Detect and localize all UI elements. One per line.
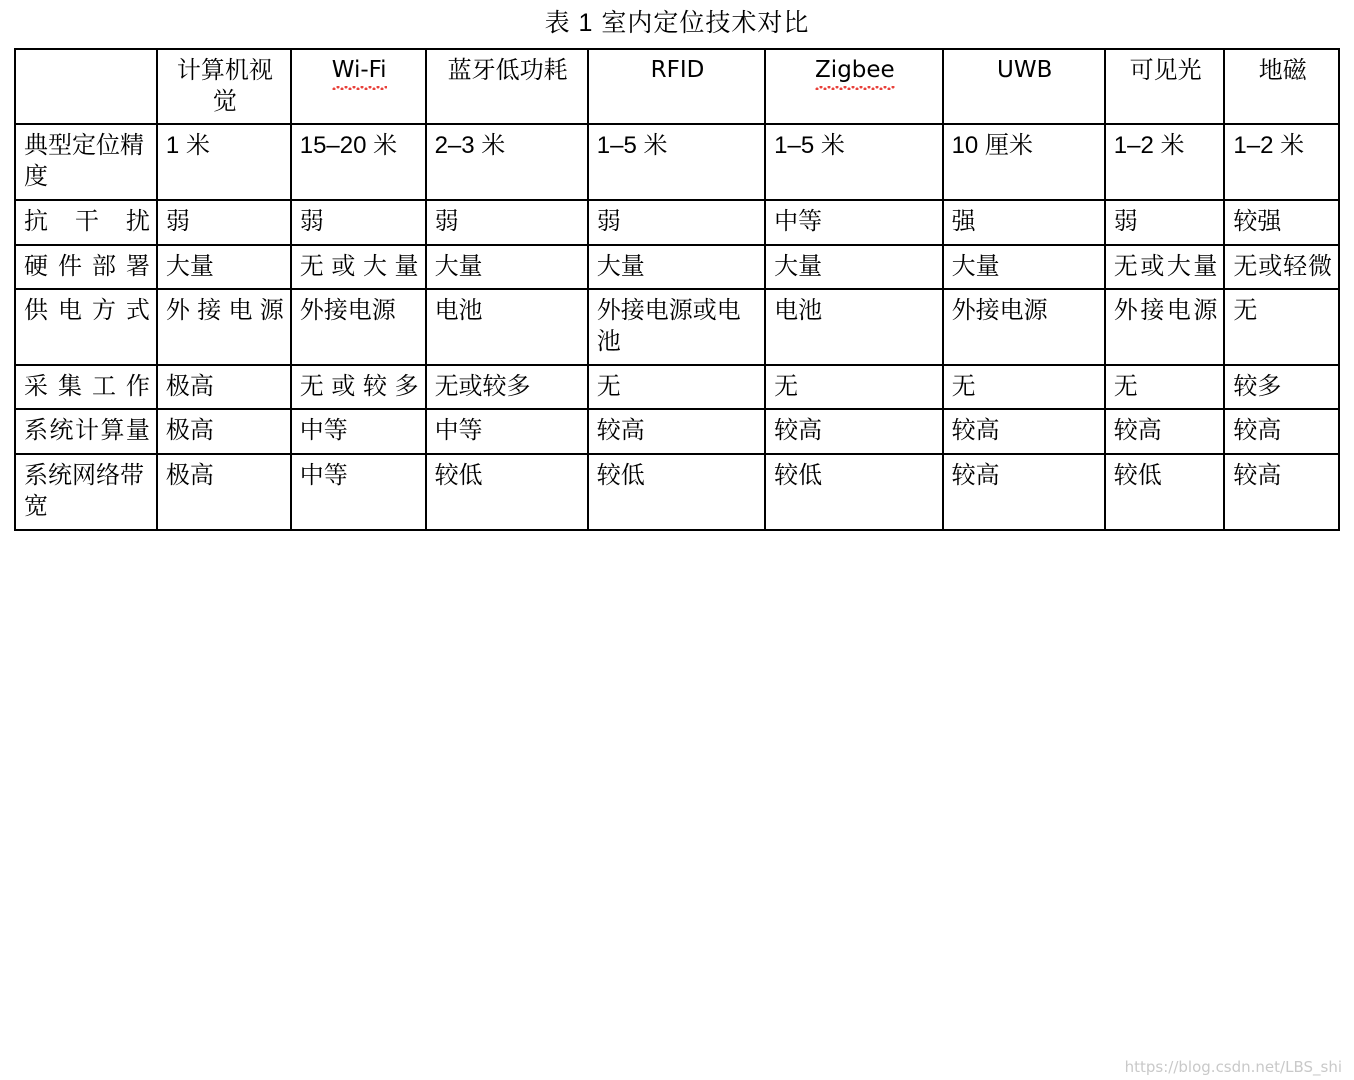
column-header-label: RFID xyxy=(650,57,705,83)
table-cell: 1–2 米 xyxy=(1224,124,1339,199)
table-cell: 无 xyxy=(1105,365,1225,410)
table-row xyxy=(15,200,1339,245)
table-cell: 1–2 米 xyxy=(1105,124,1225,199)
column-header-geomagnetic xyxy=(1224,49,1339,124)
table-cell: 外接电源或电池 xyxy=(588,289,765,364)
table-cell: 较多 xyxy=(1224,365,1339,410)
table-row xyxy=(15,365,1339,410)
row-header-accuracy: 典型定位精度 xyxy=(15,124,157,199)
column-header-label: Wi-Fi xyxy=(332,56,387,85)
table-cell: 无 xyxy=(1224,289,1339,364)
table-cell: 较强 xyxy=(1224,200,1339,245)
column-header-zigbee xyxy=(765,49,942,124)
column-header-label: 地磁 xyxy=(1258,57,1307,84)
watermark-text: https://blog.csdn.net/LBS_shi xyxy=(1124,1058,1342,1076)
column-header-label: 蓝牙低功耗 xyxy=(447,57,568,84)
table-row xyxy=(15,454,1339,529)
table-cell: 大量 xyxy=(943,245,1105,290)
table-cell: 较低 xyxy=(1105,454,1225,529)
column-header-label-wrap xyxy=(774,56,935,85)
table-header-row-group xyxy=(15,49,1339,124)
table-cell: 弱 xyxy=(157,200,291,245)
table-cell: 较高 xyxy=(765,409,942,454)
table-cell: 2–3 米 xyxy=(426,124,588,199)
column-header-ble xyxy=(426,49,588,124)
table-cell: 无或大量 xyxy=(291,245,426,290)
table-header-row xyxy=(15,49,1339,124)
table-cell: 无或大量 xyxy=(1105,245,1225,290)
table-cell: 较低 xyxy=(426,454,588,529)
indoor-positioning-comparison-table xyxy=(14,48,1340,531)
table-row xyxy=(15,409,1339,454)
table-cell: 电池 xyxy=(426,289,588,364)
table-cell: 极高 xyxy=(157,454,291,529)
column-header-computer-vision xyxy=(157,49,291,124)
table-cell: 外接电源 xyxy=(943,289,1105,364)
table-cell: 无或轻微 xyxy=(1224,245,1339,290)
table-cell: 无 xyxy=(943,365,1105,410)
table-cell: 较高 xyxy=(588,409,765,454)
table-cell: 较低 xyxy=(765,454,942,529)
table-cell: 无或较多 xyxy=(426,365,588,410)
table-cell: 10 厘米 xyxy=(943,124,1105,199)
table-cell: 1–5 米 xyxy=(588,124,765,199)
row-header-collection-work: 采集工作 xyxy=(15,365,157,410)
table-cell: 弱 xyxy=(588,200,765,245)
column-header-label: 计算机视觉 xyxy=(176,57,273,115)
column-header-label: Zigbee xyxy=(815,56,895,85)
table-cell: 弱 xyxy=(1105,200,1225,245)
table-cell: 极高 xyxy=(157,409,291,454)
table-cell: 较高 xyxy=(943,454,1105,529)
table-row xyxy=(15,124,1339,199)
table-cell: 大量 xyxy=(157,245,291,290)
table-cell: 电池 xyxy=(765,289,942,364)
table-cell: 弱 xyxy=(291,200,426,245)
table-cell: 较高 xyxy=(943,409,1105,454)
column-header-visible-light xyxy=(1105,49,1225,124)
table-row xyxy=(15,289,1339,364)
table-caption: 表 1 室内定位技术对比 xyxy=(544,9,810,37)
table-cell: 无 xyxy=(588,365,765,410)
column-header-uwb xyxy=(943,49,1105,124)
table-cell: 弱 xyxy=(426,200,588,245)
table-cell: 大量 xyxy=(426,245,588,290)
table-body xyxy=(15,124,1339,529)
table-cell: 中等 xyxy=(765,200,942,245)
table-cell: 较高 xyxy=(1105,409,1225,454)
table-cell: 1–5 米 xyxy=(765,124,942,199)
column-header-label: UWB xyxy=(997,57,1053,83)
table-cell: 外接电源 xyxy=(157,289,291,364)
table-cell: 无或较多 xyxy=(291,365,426,410)
table-cell: 大量 xyxy=(588,245,765,290)
row-header-hardware-deployment: 硬件部署 xyxy=(15,245,157,290)
table-cell: 15–20 米 xyxy=(291,124,426,199)
column-header-rfid xyxy=(588,49,765,124)
table-cell: 1 米 xyxy=(157,124,291,199)
column-header-wifi xyxy=(291,49,426,124)
table-cell: 强 xyxy=(943,200,1105,245)
table-cell: 外接电源 xyxy=(1105,289,1225,364)
table-cell: 中等 xyxy=(291,454,426,529)
table-cell: 较高 xyxy=(1224,409,1339,454)
table-corner-cell xyxy=(15,49,157,124)
table-cell: 无 xyxy=(765,365,942,410)
column-header-label: 可见光 xyxy=(1129,57,1202,84)
row-header-anti-interference: 抗干扰 xyxy=(15,200,157,245)
column-header-label-wrap xyxy=(300,56,419,85)
table-row xyxy=(15,245,1339,290)
table-cell: 外接电源 xyxy=(291,289,426,364)
table-cell: 较高 xyxy=(1224,454,1339,529)
row-header-network-bandwidth: 系统网络带宽 xyxy=(15,454,157,529)
table-cell: 极高 xyxy=(157,365,291,410)
row-header-power-supply: 供电方式 xyxy=(15,289,157,364)
table-cell: 中等 xyxy=(426,409,588,454)
table-cell: 大量 xyxy=(765,245,942,290)
row-header-computation: 系统计算量 xyxy=(15,409,157,454)
table-cell: 较低 xyxy=(588,454,765,529)
table-cell: 中等 xyxy=(291,409,426,454)
